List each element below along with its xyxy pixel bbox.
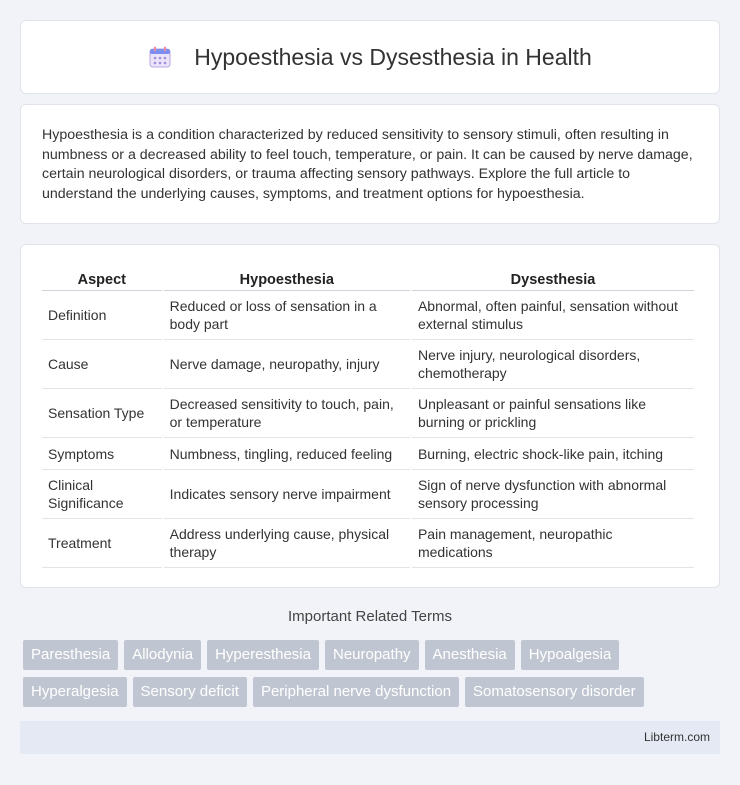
page-title: Hypoesthesia vs Dysesthesia in Health bbox=[194, 43, 592, 70]
table-cell: Clinical Significance bbox=[42, 470, 162, 519]
table-cell: Pain management, neuropathic medications bbox=[412, 519, 694, 568]
table-row bbox=[42, 340, 694, 389]
intro-section bbox=[20, 104, 720, 224]
related-terms-title: Important Related Terms bbox=[288, 608, 452, 625]
footer bbox=[20, 721, 720, 754]
header-dysesthesia: Dysesthesia bbox=[412, 265, 694, 291]
table-cell: Burning, electric shock-like pain, itching bbox=[412, 438, 694, 470]
table-row bbox=[42, 291, 694, 340]
page-header bbox=[20, 20, 720, 94]
table-row bbox=[42, 470, 694, 519]
term-tag[interactable]: Hyperalgesia bbox=[23, 677, 127, 707]
table-cell: Abnormal, often painful, sensation without external stimulus bbox=[412, 291, 694, 340]
table-cell: Symptoms bbox=[42, 438, 162, 470]
table-cell: Definition bbox=[42, 291, 162, 340]
intro-text: Hypoesthesia is a condition characterized by reduced sensitivity to sensory stimuli, often resulting in numbness or a decreased ability to feel touch, temperature, or pain. It can be caused by nerve damage, certain neurological disorders, or trauma affecting sensory pathways. Explore the full article to understand the underlying causes, symptoms, and treatment options for hypoesthesia. bbox=[42, 127, 693, 202]
term-tag[interactable]: Anesthesia bbox=[425, 640, 515, 670]
table-cell: Reduced or loss of sensation in a body part bbox=[164, 291, 410, 340]
table-cell: Numbness, tingling, reduced feeling bbox=[164, 438, 410, 470]
table-cell: Cause bbox=[42, 340, 162, 389]
term-tag[interactable]: Peripheral nerve dysfunction bbox=[253, 677, 459, 707]
table-cell: Treatment bbox=[42, 519, 162, 568]
term-tag[interactable]: Sensory deficit bbox=[133, 677, 247, 707]
table-header-row bbox=[42, 265, 694, 291]
table-cell: Nerve injury, neurological disorders, chemotherapy bbox=[412, 340, 694, 389]
header-hypoesthesia: Hypoesthesia bbox=[164, 265, 410, 291]
term-tag[interactable]: Somatosensory disorder bbox=[465, 677, 644, 707]
term-tag[interactable]: Hyperesthesia bbox=[207, 640, 319, 670]
term-tag[interactable]: Neuropathy bbox=[325, 640, 419, 670]
term-tag[interactable]: Allodynia bbox=[124, 640, 201, 670]
term-tag[interactable]: Hypoalgesia bbox=[521, 640, 620, 670]
table-row bbox=[42, 438, 694, 470]
related-terms-list bbox=[23, 640, 723, 714]
header-aspect: Aspect bbox=[42, 265, 162, 291]
table-cell: Indicates sensory nerve impairment bbox=[164, 470, 410, 519]
table-cell: Unpleasant or painful sensations like burning or prickling bbox=[412, 389, 694, 438]
comparison-section bbox=[20, 244, 720, 588]
table-cell: Nerve damage, neuropathy, injury bbox=[164, 340, 410, 389]
table-cell: Decreased sensitivity to touch, pain, or temperature bbox=[164, 389, 410, 438]
footer-link[interactable]: Libterm.com bbox=[643, 730, 710, 744]
table-cell: Address underlying cause, physical therapy bbox=[164, 519, 410, 568]
calendar-icon bbox=[148, 45, 172, 69]
table-cell: Sensation Type bbox=[42, 389, 162, 438]
comparison-table bbox=[40, 265, 696, 568]
term-tag[interactable]: Paresthesia bbox=[23, 640, 118, 670]
table-row bbox=[42, 519, 694, 568]
table-row bbox=[42, 389, 694, 438]
table-cell: Sign of nerve dysfunction with abnormal sensory processing bbox=[412, 470, 694, 519]
